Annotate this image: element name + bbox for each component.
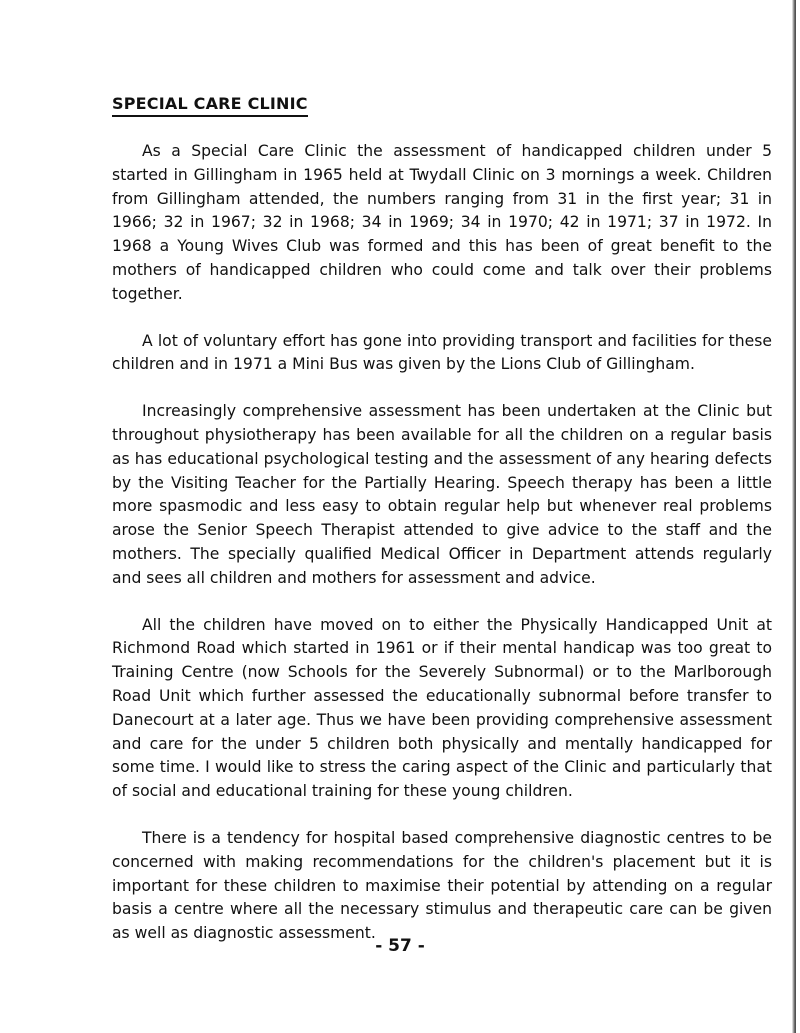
paragraph-diagnostic-centres: There is a tendency for hospital based comprehensive diagnostic centres to be concerned with making recommendations for the children's placement but it is important for these children to maximise their potential by attending on a regular basis a centre where all the necessary stimulus and therapeutic care can be given as well as diagnostic assessment. (112, 828, 772, 943)
paragraph-placements: All the children have moved on to either the Physically Handicapped Unit at Richmond Road which started in 1961 or if their mental handicap was too great to Training Centre (now Schools for the Severely Subnormal) or to the Marlborough Road Unit which further assessed the educationally subnormal before transfer to Danecourt at a later age. Thus we have been providing comprehensive assessment and care for the under 5 children both physically and mentally handicapped for some time. I would like to stress the caring aspect of the Clinic and particularly that of social and educational training for these young children. (112, 615, 772, 801)
body-text (112, 140, 772, 969)
paragraph-voluntary-effort: A lot of voluntary effort has gone into providing transport and facilities for these children and in 1971 a Mini Bus was given by the Lions Club of Gillingham. (112, 331, 772, 374)
scan-edge-shadow (792, 0, 796, 1033)
page-number: - 57 - (375, 936, 425, 956)
paragraph-clinic-history: As a Special Care Clinic the assessment of handicapped children under 5 started in Gillingham in 1965 held at Twydall Clinic on 3 mornings a week. Children from Gillingham attended, the numbers ranging from 31 in the first year; 31 in 1966; 32 in 1967; 32 in 1968; 34 in 1969; 34 in 1970; 42 in 1971; 37 in 1972. In 1968 a Young Wives Club was formed and this has been of great benefit to the mothers of handicapped children who could come and talk over their problems together. (112, 142, 772, 303)
paragraph-assessment: Increasingly comprehensive assessment has been undertaken at the Clinic but throughout physiotherapy has been available for all the children on a regular basis as has educational psychological testing and the assessment of any hearing defects by the Visiting Teacher for the Partially Hearing. Speech therapy has been a little more spasmodic and less easy to obtain regular help but whenever real problems arose the Senior Speech Therapist attended to give advice to the staff and the mothers. The specially qualified Medical Officer in Department attends regularly and sees all children and mothers for assessment and advice. (112, 402, 772, 587)
section-heading: SPECIAL CARE CLINIC (112, 93, 308, 117)
